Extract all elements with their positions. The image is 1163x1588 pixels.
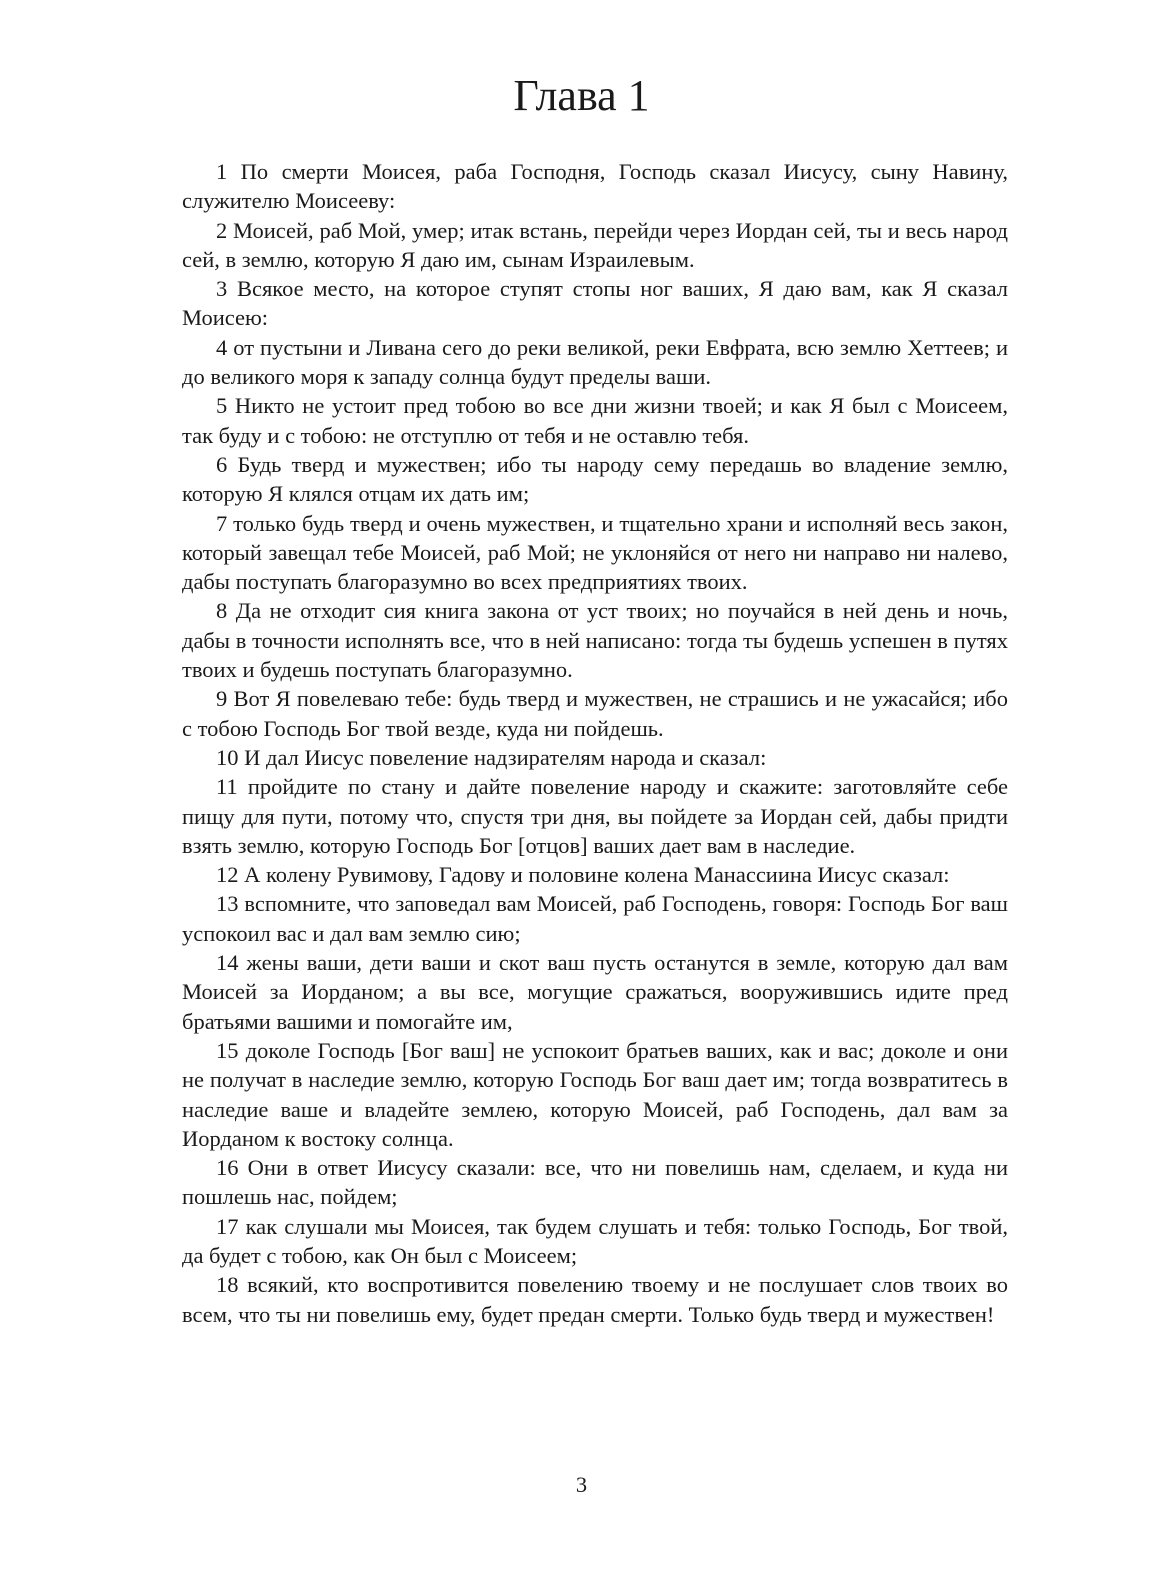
- verse-10: 10 И дал Иисус повеление надзирателям народа и сказал:: [216, 744, 767, 770]
- verse-6: 6 Будь тверд и мужествен; ибо ты народу сему передашь во владение землю, которую Я клялся отцам их дать им;: [182, 451, 1008, 507]
- verse-9: 9 Вот Я повелеваю тебе: будь тверд и мужествен, не страшись и не ужасайся; ибо с тобою Господь Бог твой везде, куда ни пойдешь.: [182, 686, 1008, 741]
- verse-3: 3 Всякое место, на которое ступят стопы ног ваших, Я даю вам, как Я сказал Моисею:: [182, 276, 1008, 331]
- verse-15: 15 доколе Господь [Бог ваш] не успокоит братьев ваших, как и вас; доколе и они не получат в наследие землю, которую Господь Бог ваш дает им; тогда возвратитесь в наследие ваше и владейте землею, которую Моисей, раб Господень, дал вам за Иорданом к востоку солнца.: [182, 1037, 1008, 1151]
- verse-11: 11 пройдите по стану и дайте повеление народу и скажите: заготовляйте себе пищу для пути, потому что, спустя три дня, вы пойдете за Иордан сей, дабы придти взять землю, которую Господь Бог [отцов] ваших дает вам в наследие.: [182, 774, 1008, 858]
- verse-7: 7 только будь тверд и очень мужествен, и тщательно храни и исполняй весь закон, который завещал тебе Моисей, раб Мой; не уклоняйся от него ни направо ни налево, дабы поступать благоразумно во всех предприятиях твоих.: [182, 510, 1008, 595]
- verse-17: 17 как слушали мы Моисея, так будем слушать и тебя: только Господь, Бог твой, да будет с тобою, как Он был с Моисеем;: [182, 1213, 1008, 1268]
- verse-5: 5 Никто не устоит пред тобою во все дни жизни твоей; и как Я был с Моисеем, так буду и с тобою: не отступлю от тебя и не оставлю тебя.: [182, 393, 1008, 448]
- verse-14: 14 жены ваши, дети ваши и скот ваш пусть останутся в земле, которую дал вам Моисей за Иорданом; а вы все, могущие сражаться, вооружившись идите пред братьями вашими и помогайте им,: [182, 950, 1008, 1034]
- verse-1: 1 По смерти Моисея, раба Господня, Господь сказал Иисусу, сыну Навину, служителю Моисееву:: [182, 159, 1008, 214]
- verse-2: 2 Моисей, раб Мой, умер; итак встань, перейди через Иордан сей, ты и весь народ сей, в землю, которую Я даю им, сынам Израилевым.: [182, 217, 1008, 272]
- page-number: 3: [575, 1472, 588, 1497]
- chapter-title: Глава 1: [513, 71, 650, 120]
- verse-8: 8 Да не отходит сия книга закона от уст твоих; но поучайся в ней день и ночь, дабы в точности исполнять все, что в ней написано: тогда ты будешь успешен в путях твоих и будешь поступать благоразумно.: [182, 598, 1008, 683]
- verse-12: 12 А колену Рувимову, Гадову и половине колена Манассиина Иисус сказал:: [216, 862, 950, 888]
- verse-13: 13 вспомните, что заповедал вам Моисей, раб Господень, говоря: Господь Бог ваш успокоил вас и дал вам землю сию;: [182, 891, 1008, 946]
- verse-4: 4 от пустыни и Ливана сего до реки великой, реки Евфрата, всю землю Хеттеев; и до великого моря к западу солнца будут пределы ваши.: [182, 334, 1008, 390]
- verse-18: 18 всякий, кто воспротивится повелению твоему и не послушает слов твоих во всем, что ты ни повелишь ему, будет предан смерти. Только будь тверд и мужествен!: [182, 1272, 1008, 1327]
- verse-16: 16 Они в ответ Иисусу сказали: все, что ни повелишь нам, сделаем, и куда ни пошлешь нас, пойдем;: [182, 1155, 1008, 1210]
- verse-list: [182, 157, 1008, 1329]
